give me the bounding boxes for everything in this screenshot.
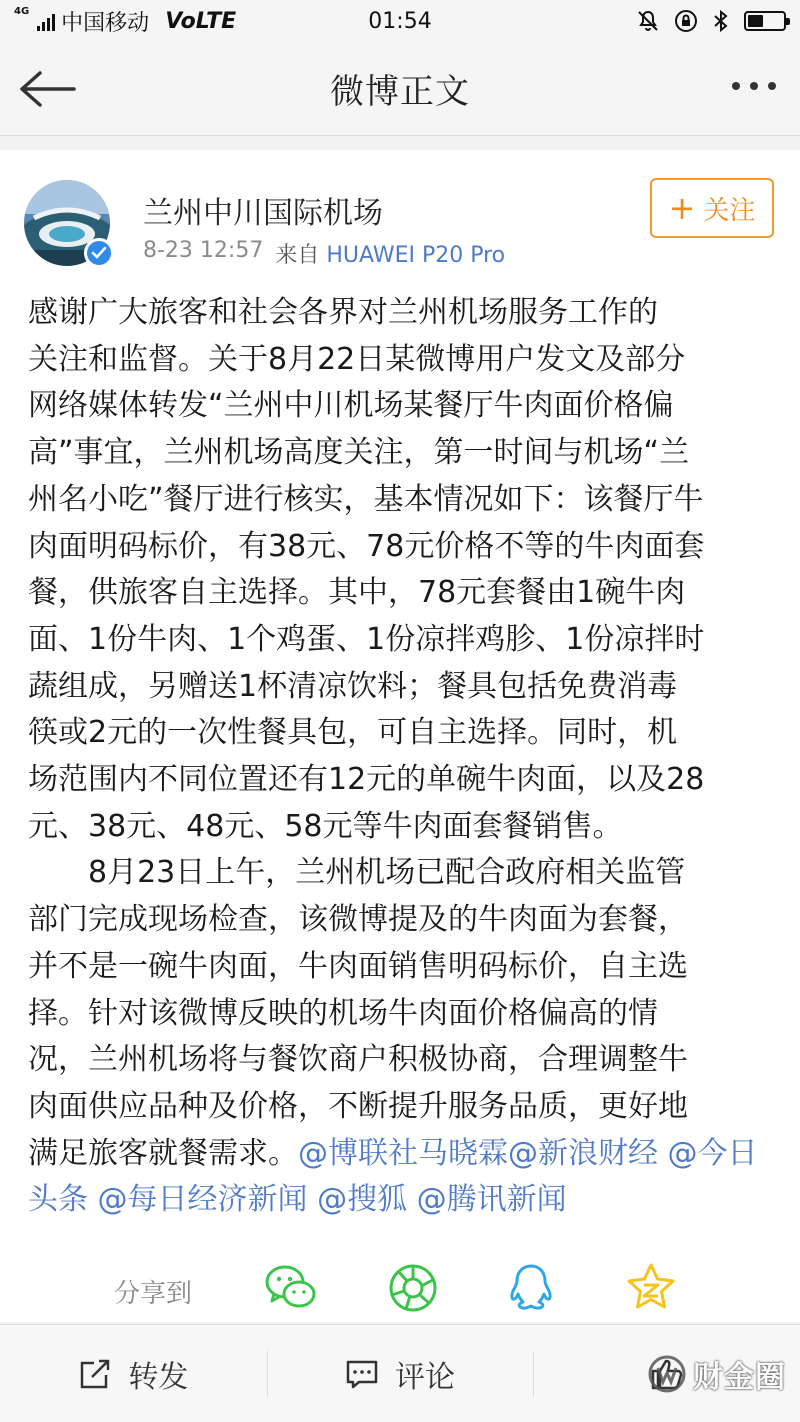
battery-level bbox=[748, 15, 763, 27]
back-arrow-icon bbox=[18, 69, 76, 109]
share-bar bbox=[0, 1255, 800, 1325]
more-options-button[interactable] bbox=[732, 76, 776, 96]
mention-link[interactable]: @今日头条 bbox=[28, 1135, 758, 1218]
author-name[interactable]: 兰州中川国际机场 bbox=[143, 196, 383, 231]
back-button[interactable] bbox=[18, 64, 78, 114]
mention-link[interactable]: @博联社马晓霖 bbox=[298, 1135, 508, 1171]
repost-button[interactable] bbox=[0, 1325, 267, 1422]
source-prefix: 来自 bbox=[275, 243, 320, 268]
wechat-icon[interactable] bbox=[264, 1261, 318, 1315]
battery-icon bbox=[744, 11, 786, 31]
page-title: 微博正文 bbox=[330, 72, 470, 112]
more-dot-icon bbox=[732, 82, 740, 90]
repost-label: 转发 bbox=[128, 1359, 189, 1395]
post-source bbox=[275, 238, 505, 269]
plus-icon: + bbox=[668, 189, 696, 227]
watermark-logo-icon bbox=[647, 1354, 687, 1394]
qq-icon[interactable] bbox=[504, 1261, 558, 1315]
moments-icon[interactable] bbox=[386, 1261, 440, 1315]
mute-icon bbox=[636, 9, 660, 33]
status-bar bbox=[0, 0, 800, 42]
post-card bbox=[0, 150, 800, 1322]
more-dot-icon bbox=[768, 82, 776, 90]
rotation-lock-icon bbox=[674, 9, 698, 33]
volte-label: VoLTE bbox=[165, 8, 237, 34]
post-meta bbox=[143, 238, 505, 269]
watermark-text: 财金圈 bbox=[693, 1360, 786, 1395]
mention-link[interactable]: @腾讯新闻 bbox=[416, 1182, 567, 1218]
comment-button[interactable] bbox=[267, 1325, 534, 1422]
mention-link[interactable]: @每日经济新闻 bbox=[97, 1182, 308, 1218]
follow-label: 关注 bbox=[703, 195, 756, 226]
watermark bbox=[647, 1352, 786, 1396]
post-paragraph bbox=[28, 850, 773, 1224]
network-type: 4G bbox=[14, 5, 30, 17]
comment-icon bbox=[345, 1357, 379, 1391]
signal-icon bbox=[37, 11, 55, 31]
nav-bar bbox=[0, 42, 800, 136]
comment-label: 评论 bbox=[395, 1359, 455, 1395]
bluetooth-icon bbox=[712, 9, 730, 33]
status-time: 01:54 bbox=[368, 8, 432, 34]
verified-badge bbox=[84, 238, 114, 268]
repost-icon bbox=[78, 1357, 112, 1391]
post-paragraph-text: 8月23日上午，兰州机场已配合政府相关监管 部门完成现场检查，该微博提及的牛肉面为套餐， 并不是一碗牛肉面，牛肉面销售明码标价，自主选 择。针对该微博反映的机场牛肉面价格偏高的情 况，兰州机场将与餐饮商户积极协商，合理调整牛 肉面供应品种及价格，不断提升服务品质，更好地 满足旅客就餐需求。 bbox=[28, 855, 688, 1171]
status-right bbox=[636, 9, 786, 33]
share-label: 分享到 bbox=[114, 1279, 193, 1309]
source-device[interactable]: HUAWEI P20 Pro bbox=[326, 243, 506, 268]
mention-link[interactable]: @搜狐 bbox=[317, 1182, 408, 1218]
checkmark-icon bbox=[91, 246, 107, 260]
post-date: 8-23 12:57 bbox=[143, 238, 264, 263]
follow-button[interactable] bbox=[650, 178, 774, 238]
qzone-icon[interactable] bbox=[624, 1261, 678, 1315]
carrier-name: 中国移动 bbox=[61, 10, 150, 36]
post-body bbox=[28, 290, 773, 1224]
post-paragraph: 感谢广大旅客和社会各界对兰州机场服务工作的 关注和监督。关于8月22日某微博用户发文及部分 网络媒体转发“兰州中川机场某餐厅牛肉面价格偏 高”事宜，兰州机场高度关注，第一时间与机场“兰 州名小吃”餐厅进行核实，基本情况如下：该餐厅牛 肉面明码标价，有38元、78元价格不等的牛肉面套 餐，供旅客自主选择。其中，78元套餐由1碗牛肉 面、1份牛肉、1个鸡蛋、1份凉拌鸡胗、1份凉拌时 蔬组成，另赠送1杯清凉饮料；餐具包括免费消毒 筷或2元的一次性餐具包，可自主选择。同时，机 场范围内不同位置还有12元的单碗牛肉面，以及28 元、38元、48元、58元等牛肉面套餐销售。 bbox=[28, 295, 705, 844]
more-dot-icon bbox=[750, 82, 758, 90]
mention-link[interactable]: @新浪财经 bbox=[508, 1135, 658, 1171]
status-left bbox=[14, 6, 236, 37]
